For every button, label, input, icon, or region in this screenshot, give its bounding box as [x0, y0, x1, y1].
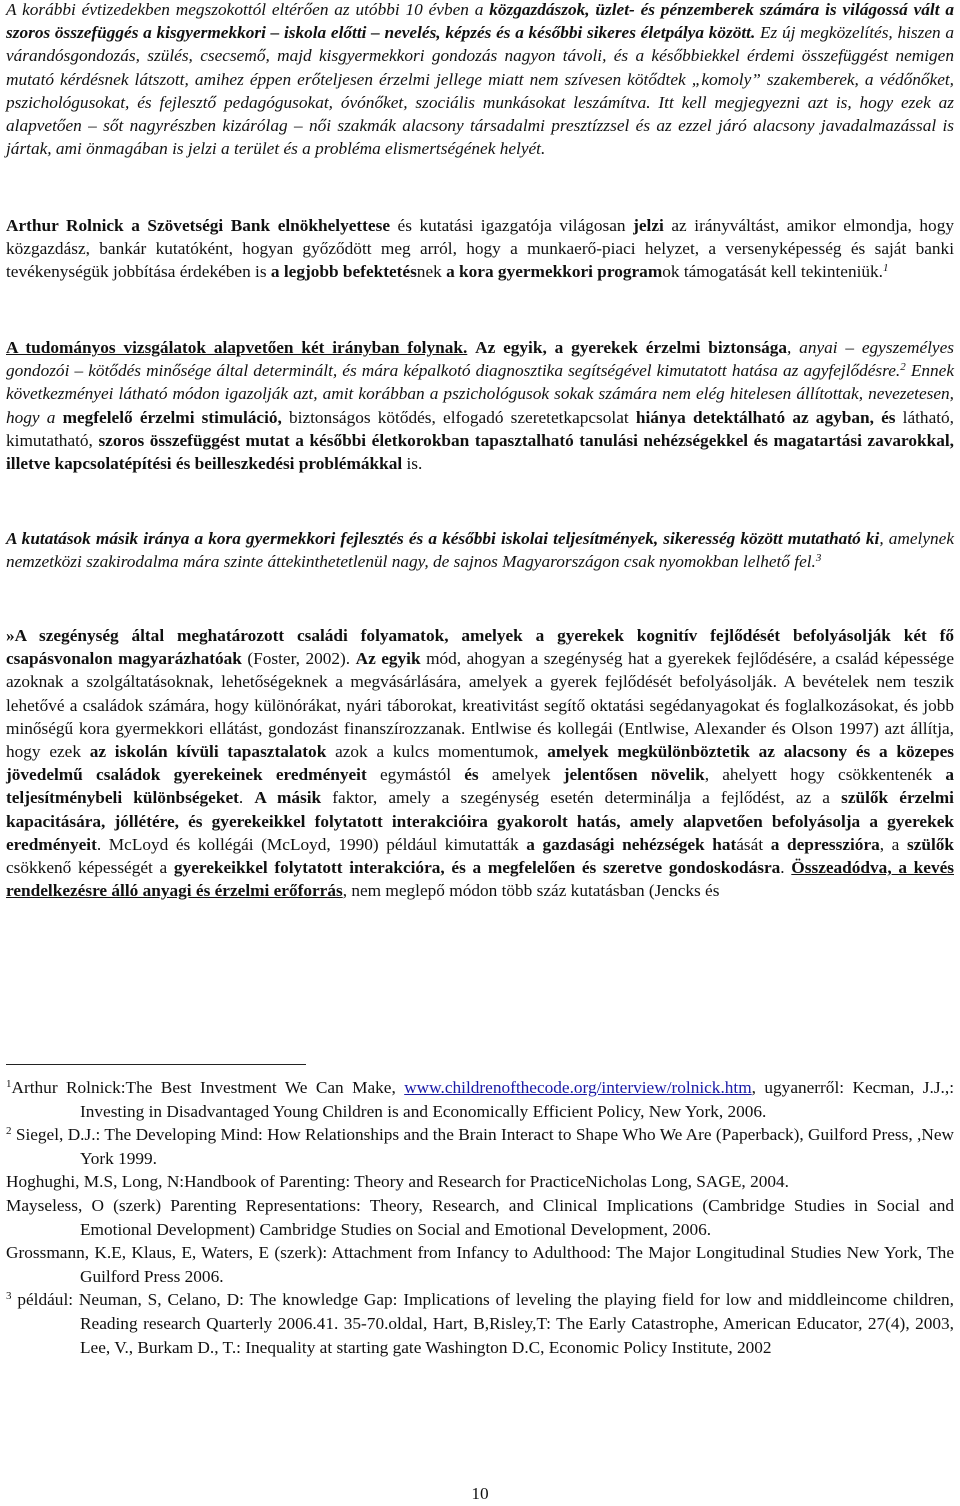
text-run-bold: szülők [906, 834, 955, 854]
footnote-text: Siegel, D.J.: The Developing Mind: How Relationships and the Brain Interact to Shape Who We Are (Paperback), Guilford Press, ,New York 1999. [11, 1125, 954, 1168]
text-run: biztonságos kötődés, elfogadó szeretetkapcsolat [281, 407, 636, 427]
text-run: Itt kell megjegyezni azt is, hogy ezek az alapvetően – sőt nagyrészben kizárólag – női szakmák alacsony társadalmi presztízzsel és az ezzel járó alacsony javadalmazással is jártak, ami önmagában is jelzi a terület és a probléma elismertségének helyét. [6, 92, 954, 159]
text-run: egymástól [366, 765, 465, 785]
text-run-bold: A másik [254, 788, 322, 808]
text-run-bold: a depresszióra [770, 834, 880, 854]
text-run: . McLoyd és kollégái (McLoyd, 1990) például kimutatták [96, 834, 527, 854]
footnote-link[interactable]: www.childrenofthecode.org/interview/rolnick.htm [404, 1078, 752, 1097]
text-run-bold: szoros összefüggést mutat a későbbi életkorokban tapasztalható tanulási nehézségekkel és magatartási zavarokkal, illetve kapcsolatépítési és beilleszkedési problémákkal [6, 430, 954, 474]
text-run: A korábbi évtizedekben megszokottól eltérően az utóbbi 10 évben a [6, 0, 490, 19]
text-run: is. [402, 454, 423, 474]
text-run: , anyai – egyszemélyes gondozói – kötődés minősége által determinált, és mára képalkotó diagnosztika segítségével kimutatott hatása az agyfejlődésre. [6, 338, 954, 381]
paragraph-intro [6, 0, 954, 160]
text-run-bold: a legjobb befektetés [270, 262, 417, 282]
text-run-bold: hiánya detektálható az agyban, és [635, 407, 896, 427]
text-run-bold: jelzi [633, 216, 664, 235]
footnote-text: például: Neuman, S, Celano, D: The knowledge Gap: Implications of leveling the playing field for low and middleincome children, Reading research Quarterly 2006.41. 35-70.oldal, Hart, B,Risley,T: The Early Catastrophe, American Educator, 27(4), 2003, Lee, V., Burkam D., T.: Inequality at starting gate Washington D.C, Economic Policy Institute, 2002 [11, 1290, 954, 1357]
text-run-bold: közgazdászok, üzlet- és pénzemberek számára is világossá vált a szoros összefüggés a kisgyermekkori – iskola előtti – nevelés, képzés és a későbbi sikeres életpálya között. [6, 0, 954, 43]
text-run-bold: gyerekeikkel folytatott interakcióra, és a megfelelően és szeretve gondoskodásra [173, 858, 781, 878]
text-run: amelyek [478, 765, 564, 785]
text-run-bold: a teljesítménybeli különbségeket [6, 765, 954, 808]
text-run-bold: Arthur Rolnick a Szövetségi Bank elnökhelyettese [6, 216, 390, 235]
paragraph-rolnick [6, 214, 954, 284]
text-run: az irányváltást, amikor elmondja, hogy közgazdász, bankár kutatóként, hogyan győződött meg arról, hogy a munkaerő-piaci helyzet, a versenyképesség és saját banki tevékenységük jobbítása érdekében is [6, 216, 954, 282]
text-run: azok a kulcs momentumok, [326, 742, 548, 762]
footnote-ref[interactable]: 3 [815, 552, 822, 565]
footnote-text: Arthur Rolnick:The Best Investment We Can Make, [11, 1078, 405, 1097]
text-run: ását [736, 834, 771, 854]
text-run: látható, kimutatható, [6, 407, 955, 450]
text-run: Ez új megközelítés, hiszen a várandósgondozás, szülés, csecsemő, majd kisgyermekkori gondozás nagyon távoli, és a későbbiekkel érdemi összefüggést nemigen mutató kérdésnek látszott, amihez éppen erőteljesen érzelmi jellege miatt nem szívesen kötődtek „komoly” szakemberek, a védőnőket, pszichológusokat, és fejlesztő pedagógusokat, óvónőket, szociális munkásokat leszámítva. [6, 23, 954, 112]
text-run: Ennek következményei látható módon igazolják azt, amit korábban a pszichológusok sokak számára nem elég hitelesen állítottak, nevezetesen, hogy a [6, 361, 955, 427]
footnotes [6, 1076, 954, 1359]
text-run-bold: amelyek megkülönböztetik az alacsony és a közepes jövedelmű családok gyerekeinek eredményeit [6, 742, 954, 785]
footnote-number: 2 [6, 1125, 12, 1138]
footnote-3 [6, 1288, 954, 1359]
footnote-2 [6, 1123, 954, 1170]
text-run: mód, ahogyan a szegénység hat a gyerekek fejlődésére, a család képessége azoknak a szolgáltatásoknak, lehetőségeknek a megvásárlására, amelyek a gyerek fejlődését befolyásolják. A bevételek nem teszik lehetővé a családok számára, hogy különórákat, nyári táborokat, kreativitást segítő oktatási segédanyagokat és foglalkozásokat, és jobb minőségű kora gyermekkori ellátást, gondozást finanszírozzanak. Entlwise és kollegái (Entlwise, Alexander és Olson 1997) azt állítja, hogy ezek [6, 649, 954, 762]
text-run: , a [879, 834, 907, 854]
text-run: , amelynek nemzetközi szakirodalma mára szinte áttekinthetetlenül nagy, de sajnos Magyarországon csak nyomokban lelhető fel. [6, 529, 955, 572]
text-run: csökkenő képességét a [6, 858, 174, 878]
text-run: . [780, 858, 792, 878]
footnote-1 [6, 1076, 954, 1123]
text-run: , ahelyett hogy csökkentenék [704, 765, 946, 785]
footnote-number: 3 [6, 1290, 12, 1303]
footnote-number: 1 [6, 1078, 12, 1090]
text-run-bold: és [464, 765, 479, 785]
paragraph-research-directions [6, 336, 954, 475]
footnote-ref[interactable]: 1 [883, 262, 889, 275]
text-run: faktor, amely a szegénység esetén determinálja a fejlődést, az a [321, 788, 842, 808]
text-run: (Foster, 2002). [241, 649, 356, 669]
text-run-bold: Az egyik [355, 649, 421, 669]
text-run-bold: az iskolán kívüli tapasztalatok [89, 742, 327, 762]
text-run-bold: Az egyik, a gyerekek érzelmi biztonsága [475, 338, 788, 357]
text-run [467, 338, 475, 357]
text-run: . [238, 788, 255, 808]
text-run-bold: hat [704, 834, 737, 854]
footnote-ref[interactable]: 2 [900, 361, 906, 374]
text-run: ok támogatását kell tekinteniük. [662, 262, 883, 282]
footnote-2-ref-b: Hoghughi, M.S, Long, N:Handbook of Parenting: Theory and Research for PracticeNicholas Long, SAGE, 2004. [6, 1172, 789, 1192]
text-run: , nem meglepő módon több száz kutatásban (Jencks és [342, 881, 720, 901]
text-run-bold: A kutatások másik iránya a kora gyermekkori fejlesztés és a későbbi iskolai teljesítmények, sikeresség között mutatható ki [6, 529, 880, 548]
paragraph-poverty [6, 624, 954, 902]
page-number: 10 [471, 1484, 489, 1503]
footnote-text: , ugyanerről: Kecman, J.J.,: Investing in Disadvantaged Young Children is and Economically Efficient Policy, New York, 2006. [80, 1078, 954, 1121]
footnote-separator [6, 1064, 306, 1065]
text-run-bold: jelentősen növelik [563, 765, 705, 785]
text-run-bold: a gazdasági nehézségek [526, 834, 705, 854]
footnote-2-ref-d: Grossmann, K.E, Klaus, E, Waters, E (szerk): Attachment from Infancy to Adulthood: The Major Longitudinal Studies New York, The Guilford Press 2006. [6, 1243, 954, 1286]
text-run-bold: »A szegénység által meghatározott családi folyamatok, amelyek a gyerekek kognitív fejlődését befolyásolják két fő csapásvonalon magyarázhatóak [6, 626, 954, 669]
footnote-2-ref-c: Mayseless, O (szerk) Parenting Representations: Theory, Research, and Clinical Implications (Cambridge Studies in Social and Emotional Development) Cambridge Studies on Social and Emotional Development, 2006. [6, 1195, 954, 1239]
text-run: és kutatási igazgatója világosan [390, 216, 634, 235]
text-run-bold: szülők érzelmi kapacitására, jóllétére, és gyerekeikkel folytatott interakcióira gyakorolt hatás, amely alapvetően befolyásolja a gyerekek eredményeit [6, 788, 954, 854]
text-run-bold-underlined: Összeadódva, a kevés rendelkezésre álló anyagi és érzelmi erőforrás [6, 858, 954, 901]
text-run: nek [416, 262, 447, 282]
text-run-bold: megfelelő érzelmi stimuláció, [62, 407, 282, 427]
text-run-bold: a kora gyermekkori program [446, 262, 663, 282]
paragraph-other-direction [6, 527, 954, 573]
text-run-bold: A tudományos vizsgálatok alapvetően két irányban folynak. [6, 338, 468, 357]
